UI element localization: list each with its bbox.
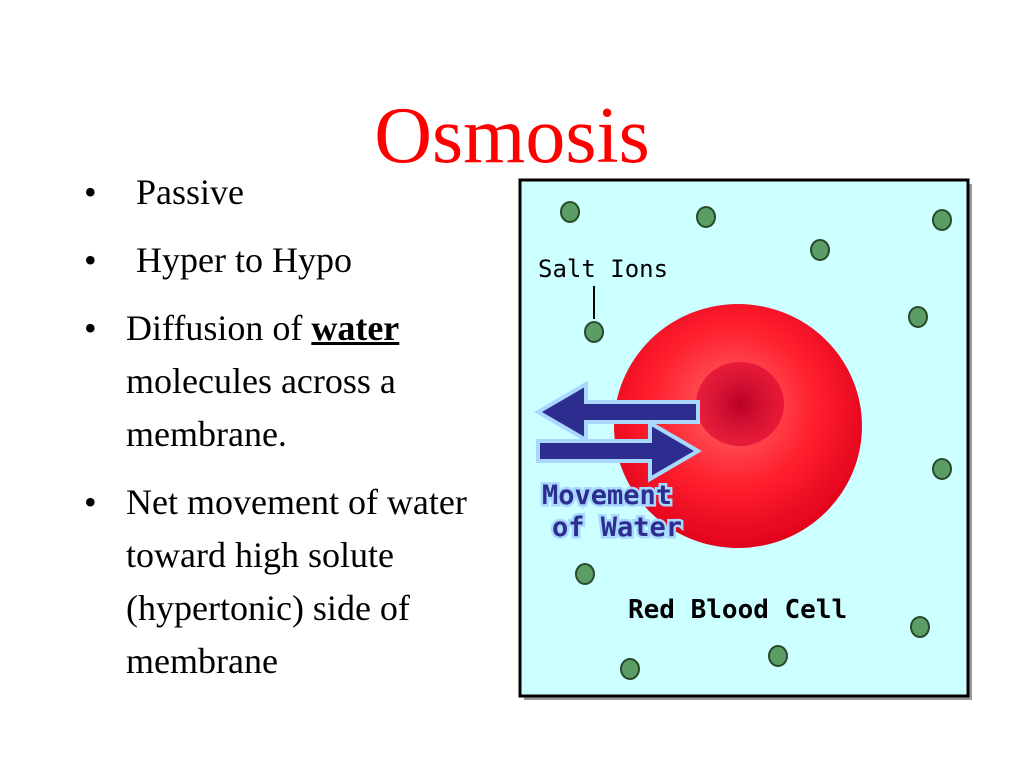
salt-ion [621, 659, 639, 679]
salt-ion [769, 646, 787, 666]
bullet-item [84, 302, 484, 461]
salt-ion [585, 322, 603, 342]
salt-ion [909, 307, 927, 327]
bullet-text: Passive [136, 172, 244, 212]
salt-ion [811, 240, 829, 260]
salt-ion [576, 564, 594, 584]
bullet-text: Hyper to Hypo [136, 240, 352, 280]
movement-of-water-label [542, 480, 682, 543]
bullet-emphasis-water: water [311, 308, 400, 348]
slide-title: Osmosis [374, 92, 650, 180]
bullet-glyph: • [84, 240, 97, 280]
bullet-list [84, 166, 484, 703]
salt-ion [933, 210, 951, 230]
bullet-item [84, 476, 484, 688]
bullet-glyph: • [84, 482, 97, 522]
movement-label-line1: Movement [542, 480, 673, 511]
salt-ion [697, 207, 715, 227]
salt-ion [911, 617, 929, 637]
bullet-text-after: molecules across a membrane. [126, 361, 396, 454]
bullet-glyph: • [84, 308, 97, 348]
bullet-text-before: Diffusion of [126, 308, 312, 348]
bullet-item [84, 166, 484, 219]
movement-label-line2: of Water [552, 512, 683, 543]
osmosis-diagram [518, 178, 974, 702]
bullet-glyph: • [84, 172, 97, 212]
bullet-text: Net movement of water toward high solute (hypertonic) side of membrane [126, 482, 467, 681]
cell-center [696, 362, 784, 446]
salt-ion [933, 459, 951, 479]
red-blood-cell-label: Red Blood Cell [628, 595, 848, 625]
salt-ions-label: Salt Ions [538, 255, 669, 283]
bullet-item [84, 234, 484, 287]
salt-ion [561, 202, 579, 222]
